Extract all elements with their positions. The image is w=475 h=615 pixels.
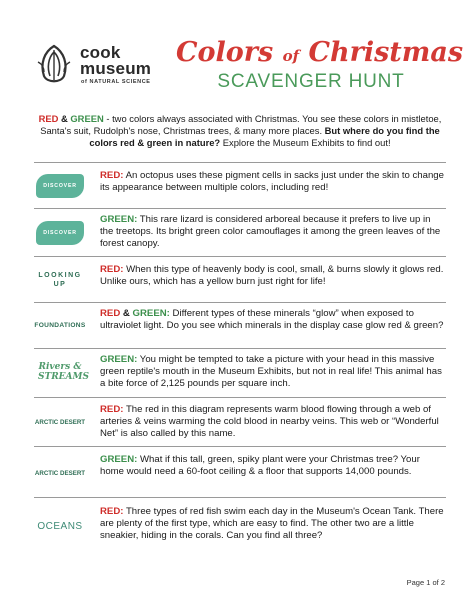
clue-item-7 xyxy=(100,454,446,478)
intro-amp: & xyxy=(58,113,71,124)
intro-question: But where do you find the colors red & green in nature? xyxy=(89,125,440,148)
clue-text: This rare lizard is considered arboreal because it prefers to live up in the treetops. Its bright green color camouflages it among the green leaves of the forest canopy. xyxy=(100,214,441,249)
divider xyxy=(34,256,446,257)
foundations-badge-label: FOUNDATIONS xyxy=(34,321,86,329)
divider xyxy=(34,208,446,209)
clue-lead-green: GREEN: xyxy=(100,214,138,225)
logo-line-museum: museum xyxy=(80,59,152,78)
divider xyxy=(34,162,446,163)
exhibit-badge-arctic-desert xyxy=(28,404,92,440)
clue-text: When this type of heavenly body is cool, small, & burns slowly it glows red. Unlike ours, which has a yellow burn just right for life! xyxy=(100,264,444,287)
logo-line-natural-science: of NATURAL SCIENCE xyxy=(81,79,151,85)
intro-green: GREEN xyxy=(70,113,104,124)
clue-text: You might be tempted to take a picture with your head in this massive green reptile's mouth in the Museum Exhibits, but not in real life! This animal has a bite force of 2,125 pounds per square inch. xyxy=(100,354,442,389)
divider xyxy=(34,446,446,447)
discover-badge-label: DISCOVER xyxy=(36,174,84,198)
exhibit-badge-discover xyxy=(28,168,92,204)
oceans-badge-label: OCEANS xyxy=(37,520,83,532)
clue-lead-green: GREEN: xyxy=(100,354,138,365)
arctic-desert-badge-label: ARCTIC DESERT xyxy=(34,469,86,477)
page-title xyxy=(176,37,464,71)
clue-item-2 xyxy=(100,214,446,249)
arctic-desert-badge-label: ARCTIC DESERT xyxy=(34,418,86,426)
clue-lead-red: RED: xyxy=(100,506,124,517)
clue-item-3 xyxy=(100,264,446,288)
clue-item-8 xyxy=(100,506,446,541)
clue-item-1 xyxy=(100,170,446,194)
divider xyxy=(34,497,446,498)
clue-text: An octopus uses these pigment cells in sacks just under the skin to change its appearance between multiple colors, including red! xyxy=(100,170,444,193)
discover-badge-label: DISCOVER xyxy=(36,221,84,245)
page-subtitle: SCAVENGER HUNT xyxy=(217,71,405,92)
logo-line-cook: cook xyxy=(80,43,121,62)
intro-text-1: - two colors always associated with Christmas. You see these colors in mistletoe, Santa's suit, Rudolph's nose, Christmas trees, & many more places. xyxy=(40,113,442,136)
clue-lead-green: GREEN: xyxy=(100,454,138,465)
exhibit-badge-looking-up xyxy=(28,262,92,298)
exhibit-badge-foundations xyxy=(28,307,92,343)
clue-lead-red: RED xyxy=(100,308,121,319)
rivers-streams-badge-label: Rivers & STREAMS xyxy=(38,362,89,382)
title-word-christmas: Christmas xyxy=(308,37,464,68)
clue-text: Different types of these minerals “glow” when exposed to ultraviolet light. Do you see which minerals in the display case glow red & green? xyxy=(100,308,444,331)
intro-red: RED xyxy=(38,113,59,124)
clue-item-6 xyxy=(100,404,446,439)
clue-text: Three types of red fish swim each day in the Museum's Ocean Tank. There are plenty of the first type, which are easy to find. The other two are a little sneakier, hiding in the corals. Can you find all three? xyxy=(100,506,444,541)
exhibit-badge-rivers-streams xyxy=(28,354,92,390)
clue-text: What if this tall, green, spiky plant were your Christmas tree? Your home would need a 60-foot ceiling & a floor that supports 14,000 pounds. xyxy=(100,454,420,477)
clue-lead-red: RED: xyxy=(100,404,124,415)
clue-item-5 xyxy=(100,354,446,389)
clue-lead-green: GREEN: xyxy=(132,308,170,319)
clue-item-4 xyxy=(100,308,446,332)
cook-museum-logo xyxy=(34,40,174,92)
exhibit-badge-oceans xyxy=(28,508,92,544)
divider xyxy=(34,397,446,398)
title-word-of: of xyxy=(282,47,300,65)
page-number: Page 1 of 2 xyxy=(406,578,445,587)
divider xyxy=(34,348,446,349)
clue-lead-red: RED: xyxy=(100,170,124,181)
divider xyxy=(34,302,446,303)
intro-paragraph xyxy=(34,113,446,149)
exhibit-badge-discover xyxy=(28,215,92,251)
intro-text-2: Explore the Museum Exhibits to find out! xyxy=(220,137,391,148)
looking-up-badge-label: LOOKING UP xyxy=(38,272,82,288)
clue-lead-amp: & xyxy=(120,308,133,319)
clue-text: The red in this diagram represents warm blood flowing through a web of arteries & veins warming the cold blood in nearby veins. This web or “Wonderful Net” is also called by this name. xyxy=(100,404,439,439)
clue-lead-red: RED: xyxy=(100,264,124,275)
title-word-colors: Colors xyxy=(176,37,274,68)
exhibit-badge-arctic-desert xyxy=(28,455,92,491)
museum-logo-icon xyxy=(34,42,74,88)
